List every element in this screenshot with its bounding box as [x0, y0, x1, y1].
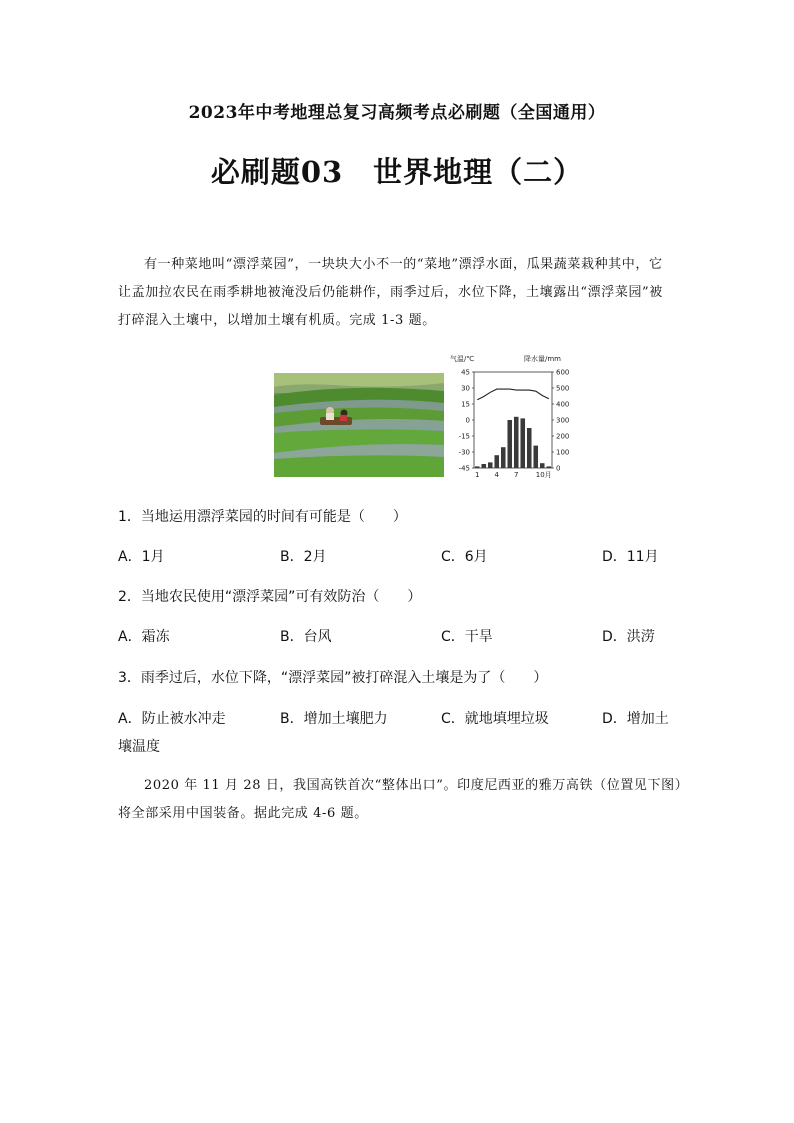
left-axis-tick-label: -45	[458, 464, 470, 473]
passage-2-line: 将全部采用中国装备。据此完成 4-6 题。	[118, 806, 368, 821]
floating-garden-photo	[274, 373, 444, 477]
precipitation-bar	[546, 466, 551, 468]
question-2-option-a[interactable]: A．霜冻	[118, 629, 170, 645]
x-axis-tick-label: 4	[494, 471, 499, 479]
question-2-stem: 2．当地农民使用“漂浮菜园”可有效防治（ ）	[118, 589, 422, 605]
document-subtitle: 2023年中考地理总复习高频考点必刷题（全国通用）	[188, 103, 606, 123]
passage-1-line: 有一种菜地叫“漂浮菜园”，一块块大小不一的“菜地”漂浮水面，瓜果蔬菜栽种其中，它	[144, 257, 663, 272]
left-axis-tick-label: -30	[458, 448, 470, 457]
question-2-option-b[interactable]: B．台风	[280, 629, 332, 645]
right-axis-tick-label: 600	[556, 368, 570, 377]
question-1-option-c[interactable]: C．6月	[441, 549, 488, 565]
question-3-option-d-continued: 壤温度	[118, 739, 160, 755]
precipitation-bar	[488, 462, 493, 468]
passage-1	[118, 251, 684, 335]
question-2-option-d[interactable]: D．洪涝	[602, 629, 655, 645]
question-3-option-b[interactable]: B．增加土壤肥力	[280, 711, 388, 727]
precipitation-bar	[475, 466, 480, 468]
document-title: 必刷题03 世界地理（二）	[210, 155, 584, 189]
question-1-option-a[interactable]: A．1月	[118, 549, 165, 565]
climate-chart	[448, 352, 578, 484]
precipitation-bar	[520, 418, 525, 468]
right-axis-tick-label: 200	[556, 432, 570, 441]
question-3-option-d[interactable]: D．增加土	[602, 711, 669, 727]
right-axis-tick-label: 0	[556, 464, 561, 473]
question-3-stem: 3．雨季过后，水位下降，“漂浮菜园”被打碎混入土壤是为了（ ）	[118, 670, 548, 686]
chart-frame	[474, 372, 552, 468]
chart-right-axis-label: 降水量/mm	[524, 355, 561, 363]
precipitation-bar	[540, 463, 545, 468]
left-axis-tick-label: -15	[458, 432, 470, 441]
question-2-option-c[interactable]: C．干旱	[441, 629, 493, 645]
precipitation-bar	[494, 455, 499, 468]
right-axis-tick-label: 100	[556, 448, 570, 457]
precipitation-bar	[507, 420, 512, 468]
precipitation-bar	[527, 428, 532, 468]
passage-2-line: 2020 年 11 月 28 日，我国高铁首次“整体出口”。印度尼西亚的雅万高铁（位置见下图）	[144, 778, 689, 793]
question-1-option-d[interactable]: D．11月	[602, 549, 659, 565]
x-axis-tick-label: 10月	[535, 471, 552, 479]
precipitation-bar	[514, 417, 519, 468]
x-axis-tick-label: 7	[514, 471, 519, 479]
right-axis-tick-label: 300	[556, 416, 570, 425]
precipitation-bar	[501, 447, 506, 468]
question-3-option-a[interactable]: A．防止被水冲走	[118, 711, 226, 727]
passage-2	[118, 772, 689, 828]
precipitation-bar	[481, 464, 486, 468]
precipitation-bar	[533, 446, 538, 468]
right-axis-tick-label: 500	[556, 384, 570, 393]
passage-1-line: 打碎混入土壤中，以增加土壤有机质。完成 1-3 题。	[118, 313, 436, 328]
left-axis-tick-label: 0	[465, 416, 470, 425]
question-3-option-c[interactable]: C．就地填埋垃圾	[441, 711, 549, 727]
temperature-line	[477, 389, 549, 400]
left-axis-tick-label: 30	[461, 384, 470, 393]
left-axis-tick-label: 45	[461, 368, 470, 377]
x-axis-tick-label: 1	[475, 471, 480, 479]
chart-left-axis-label: 气温/℃	[450, 355, 475, 363]
question-1-stem: 1．当地运用漂浮菜园的时间有可能是（ ）	[118, 509, 407, 525]
left-axis-tick-label: 15	[461, 400, 470, 409]
question-1-option-b[interactable]: B．2月	[280, 549, 327, 565]
passage-1-line: 让孟加拉农民在雨季耕地被淹没后仍能耕作，雨季过后，水位下降，土壤露出“漂浮菜园”被	[118, 285, 663, 300]
right-axis-tick-label: 400	[556, 400, 570, 409]
